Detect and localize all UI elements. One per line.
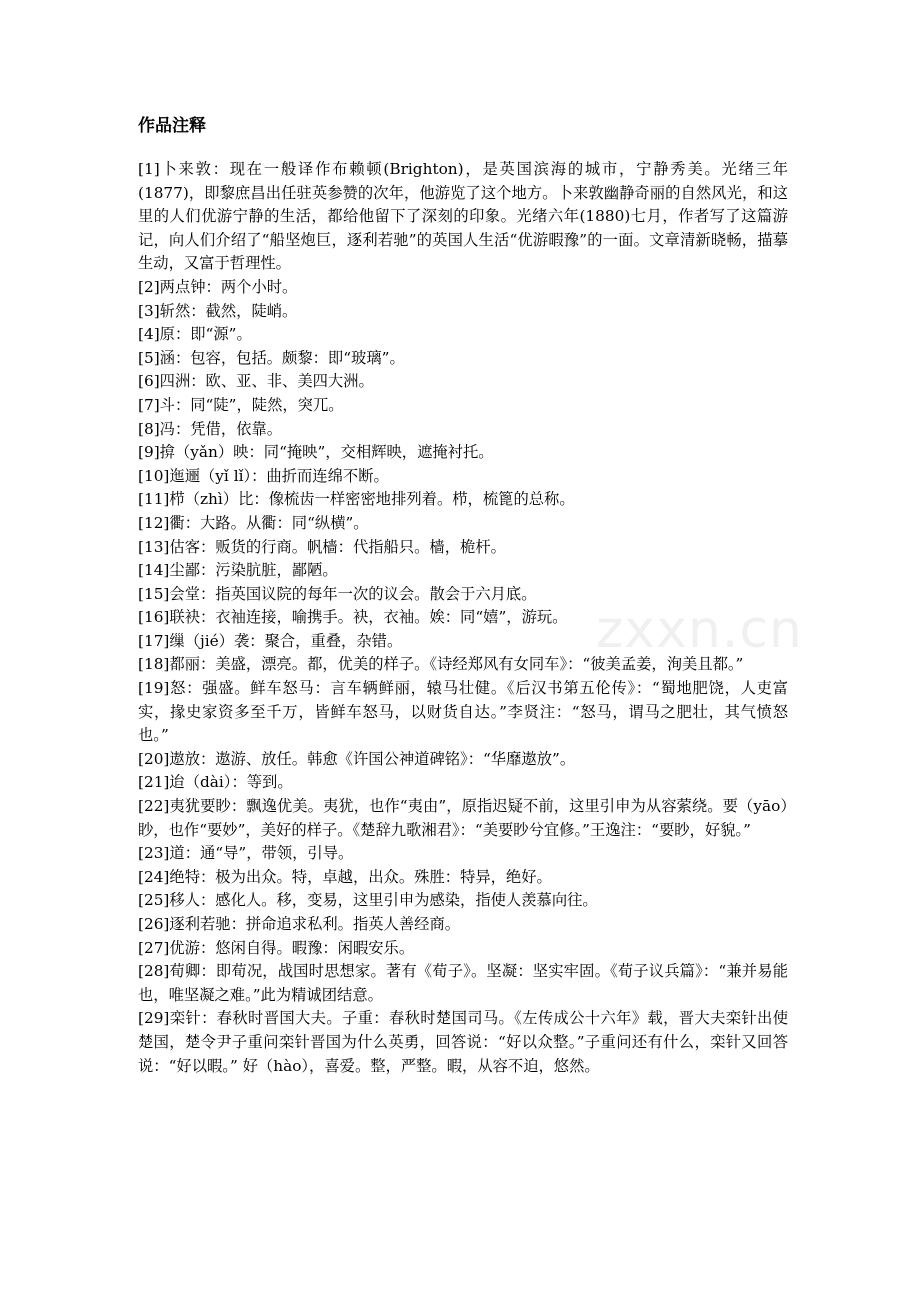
annotation-item: [25]移人：感化人。移，变易，这里引申为感染，指使人羡慕向往。	[138, 891, 598, 910]
annotation-item: [28]荀卿：即荀况，战国时思想家。著有《荀子》。坚凝：坚实牢固。《荀子议兵篇》：“兼并易能也，唯坚凝之难。”此为精诚团结意。	[138, 962, 788, 1004]
annotation-item: [14]尘鄙：污染肮脏，鄙陋。	[138, 561, 338, 580]
annotation-item: [5]涵：包容，包括。颇黎：即“玻璃”。	[138, 348, 405, 367]
annotation-item: [24]绝特：极为出众。特，卓越，出众。殊胜：特异，绝好。	[138, 867, 552, 886]
annotation-item: [4]原：即“源”。	[138, 325, 252, 344]
annotation-item: [17]缫（jié）袭：聚合，重叠，杂错。	[138, 631, 403, 650]
annotation-item: [12]衢：大路。从衢：同“纵横”。	[138, 513, 369, 532]
annotation-item: [7]斗：同“陡”，陡然，突兀。	[138, 395, 344, 414]
annotation-item: [6]四洲：欧、亚、非、美四大洲。	[138, 372, 374, 391]
annotation-item: [3]斩然：截然，陡峭。	[138, 301, 298, 320]
annotation-item: [26]逐利若驰：拼命追求私利。指英人善经商。	[138, 915, 461, 933]
annotation-item: [22]夷犹要眇：飘逸优美。夷犹，也作“夷由”，原指迟疑不前，这里引申为从容萦绕。要（yāo）眇，也作“要妙”，美好的样子。《楚辞九歌湘君》：“美要眇兮宜修。”王逸注：“要眇，好貌。”	[138, 797, 788, 839]
annotation-item: [16]联袂：衣袖连接，喻携手。袂，衣袖。娭：同“嬉”，游玩。	[138, 608, 568, 627]
annotation-item: [1]卜来敦：现在一般译作布赖顿(Brighton)，是英国滨海的城市，宁静秀美。光绪三年(1877)，即黎庶昌出任驻英参赞的次年，他游览了这个地方。卜来敦幽静奇丽的自然风光，和这里的人们优游宁静的生活，都给他留下了深刻的印象。光绪六年(1880)七月，作者写了这篇游记，向人们介绍了“船坚炮巨，逐利若驰”的英国人生活“优游暇豫”的一面。文章清新晓畅，描摹生动，又富于哲理性。	[138, 160, 788, 273]
annotation-item: [2]两点钟：两个小时。	[138, 277, 298, 296]
annotation-item: [18]都丽：美盛，漂亮。都，优美的样子。《诗经郑风有女同车》：“彼美孟姜，洵美且都。”	[138, 655, 744, 674]
annotation-item: [15]会堂：指英国议院的每年一次的议会。散会于六月底。	[138, 584, 537, 603]
document-title: 作品注释	[138, 116, 206, 136]
annotation-item: [21]迨（dài）：等到。	[138, 773, 293, 792]
annotation-item: [9]揜（yǎn）映：同“掩映”，交相辉映，遮掩衬托。	[138, 443, 494, 462]
annotation-item: [27]优游：悠闲自得。暇豫：闲暇安乐。	[138, 938, 415, 957]
annotation-item: [8]冯：凭借，依靠。	[138, 419, 283, 438]
watermark: zxxn.cn	[596, 600, 803, 660]
annotation-item: [19]怒：强盛。鲜车怒马：言车辆鲜丽，辕马壮健。《后汉书第五伦传》：“蜀地肥饶，人吏富实，掾史家资多至千万，皆鲜车怒马，以财货自达。”李贤注：“怒马，谓马之肥壮，其气愤怒也。”	[138, 679, 788, 745]
annotation-item: [20]遨放：遨游、放任。韩愈《许国公神道碑铭》：“华靡遨放”。	[138, 749, 576, 768]
annotation-item: [10]迤逦（yǐ lǐ）：曲折而连绵不断。	[138, 466, 389, 485]
annotation-item: [11]栉（zhì）比：像梳齿一样密密地排列着。栉，梳篦的总称。	[138, 490, 575, 509]
annotation-item: [13]估客：贩货的行商。帆樯：代指船只。樯，桅杆。	[138, 537, 506, 556]
annotation-item: [23]道：通“导”，带领，引导。	[138, 844, 354, 863]
annotation-list	[138, 158, 788, 1078]
annotation-item: [29]栾针：春秋时晋国大夫。子重：春秋时楚国司马。《左传成公十六年》载，晋大夫栾针出使楚国，楚令尹子重问栾针晋国为什么英勇，回答说：“好以众整。”子重问还有什么，栾针又回答说：“好以暇。” 好（hào），喜爱。整，严整。暇，从容不迫，悠然。	[138, 1009, 788, 1075]
